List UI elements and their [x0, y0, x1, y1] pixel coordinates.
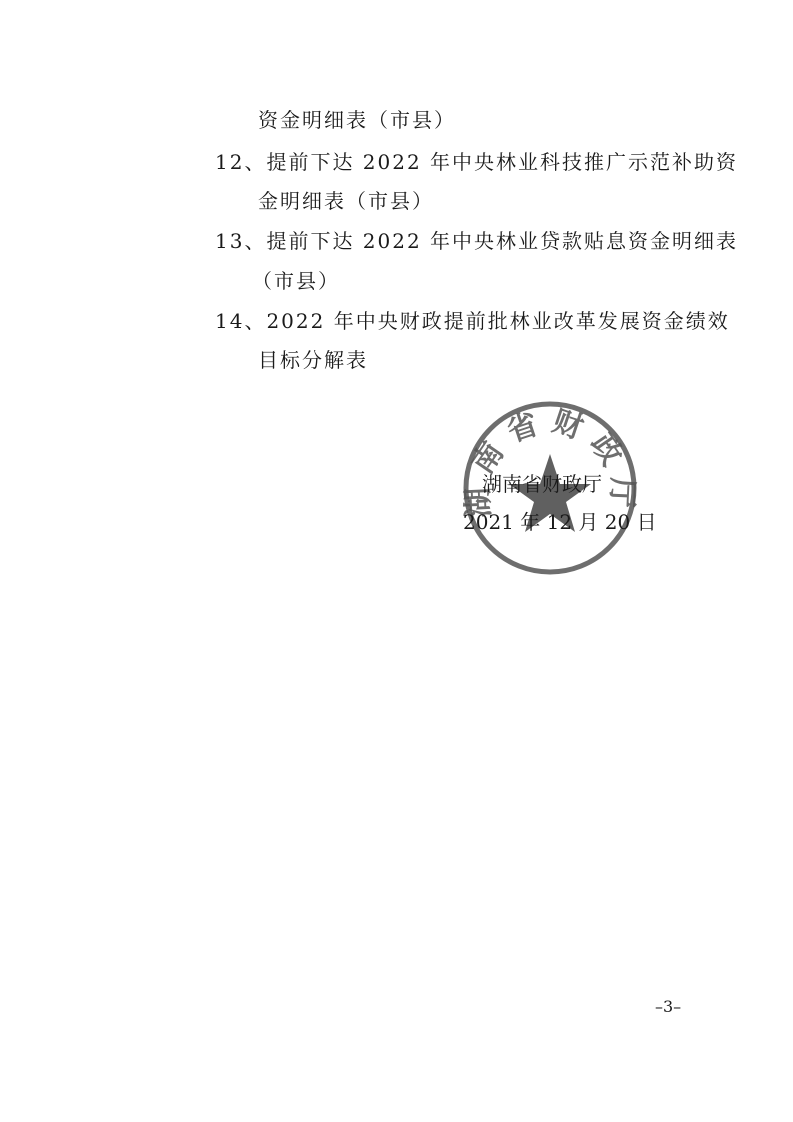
attachment-14-line-2: 目标分解表 [258, 348, 368, 372]
issuer-name: 湖南省财政厅 [482, 472, 602, 496]
attachment-11-line-2: 资金明细表（市县） [258, 108, 456, 132]
attachment-12-line-1: 12、提前下达 2022 年中央林业科技推广示范补助资 [215, 150, 739, 174]
page-number: –3– [655, 997, 682, 1016]
attachment-13-line-2: （市县） [252, 269, 340, 293]
attachment-13-line-1: 13、提前下达 2022 年中央林业贷款贴息资金明细表 [215, 229, 739, 253]
seal-text: 湖南省财政厅 [460, 403, 640, 519]
attachment-12-line-2: 金明细表（市县） [258, 189, 434, 213]
attachment-14-line-1: 14、2022 年中央财政提前批林业改革发展资金绩效 [215, 309, 730, 333]
issue-date: 2021 年 12 月 20 日 [463, 510, 657, 534]
